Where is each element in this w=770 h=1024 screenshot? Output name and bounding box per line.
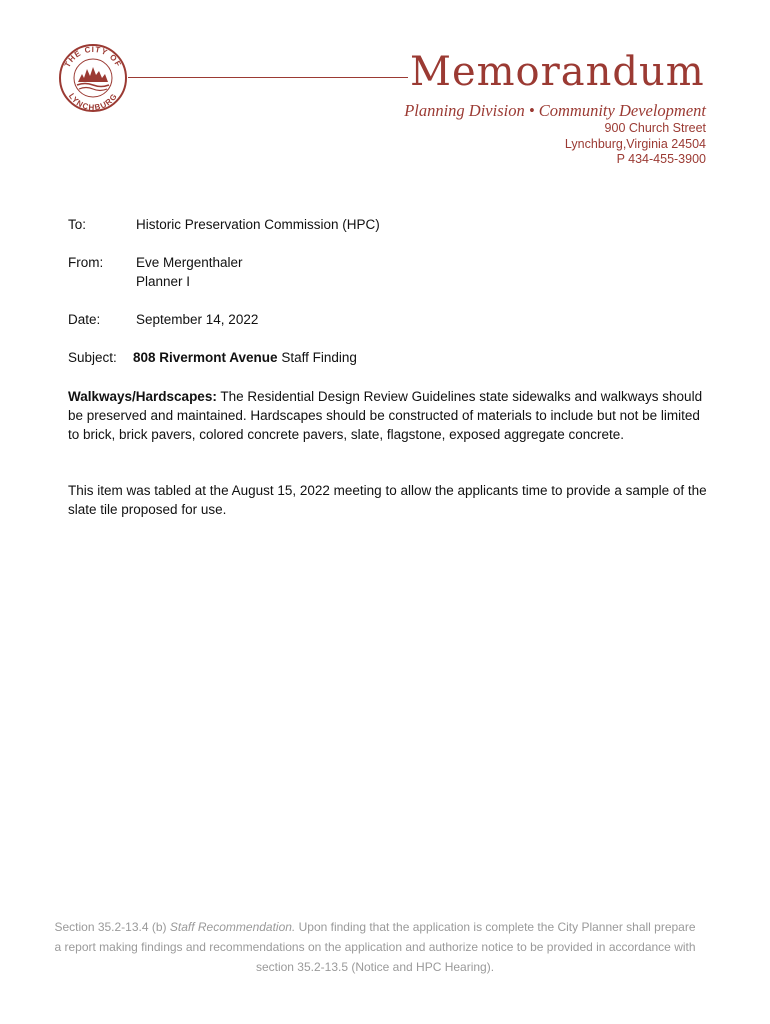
to-value: Historic Preservation Commission (HPC) [136, 217, 380, 232]
address-line-street: 900 Church Street [604, 121, 706, 135]
city-seal-logo [58, 38, 128, 116]
footer-italic: Staff Recommendation. [169, 920, 296, 934]
date-label: Date: [68, 312, 101, 327]
address-line-city: Lynchburg,Virginia 24504 [564, 136, 706, 151]
division-subtitle: Planning Division • Community Development [404, 101, 706, 120]
date-value: September 14, 2022 [136, 312, 259, 327]
subject-rest: Staff Finding [277, 350, 357, 365]
tabled-paragraph: This item was tabled at the August 15, 2022 meeting to allow the applicants time to provide a sample of the slate tile proposed for use. [68, 483, 707, 517]
memo-title: Memorandum [410, 49, 705, 95]
svg-text:LYNCHBURG: LYNCHBURG [66, 91, 120, 113]
footer-text: Upon finding that the application is complete the City Planner shall prepare a report making findings and recommendations on the application and authorize notice to be provided in accordance with section 35.2-13.5 (Notice and HPC Hearing). [54, 920, 696, 974]
subject-value [133, 348, 357, 367]
subject-address: 808 Rivermont Avenue [133, 350, 278, 365]
footer-prefix: Section 35.2-13.4 (b) [54, 920, 170, 934]
walkways-heading: Walkways/Hardscapes: [68, 389, 217, 404]
svg-text:THE CITY OF: THE CITY OF [62, 44, 124, 69]
header-divider-line [128, 77, 408, 78]
subject-label: Subject: [68, 350, 117, 365]
from-title: Planner I [136, 274, 191, 289]
to-label: To: [68, 217, 87, 232]
code-section-footer [50, 917, 700, 977]
address-line-phone: P 434-455-3900 [616, 152, 706, 166]
from-name: Eve Mergenthaler [136, 255, 243, 270]
walkways-text: The Residential Design Review Guidelines state sidewalks and walkways should be preserved and maintained. Hardscapes should be constructed of materials to include but not be limited to brick, brick pavers, colored concrete pavers, slate, flagstone, exposed aggregate concrete. [68, 389, 703, 442]
office-address [565, 121, 706, 168]
walkways-paragraph [68, 387, 708, 444]
from-label: From: [68, 255, 104, 270]
